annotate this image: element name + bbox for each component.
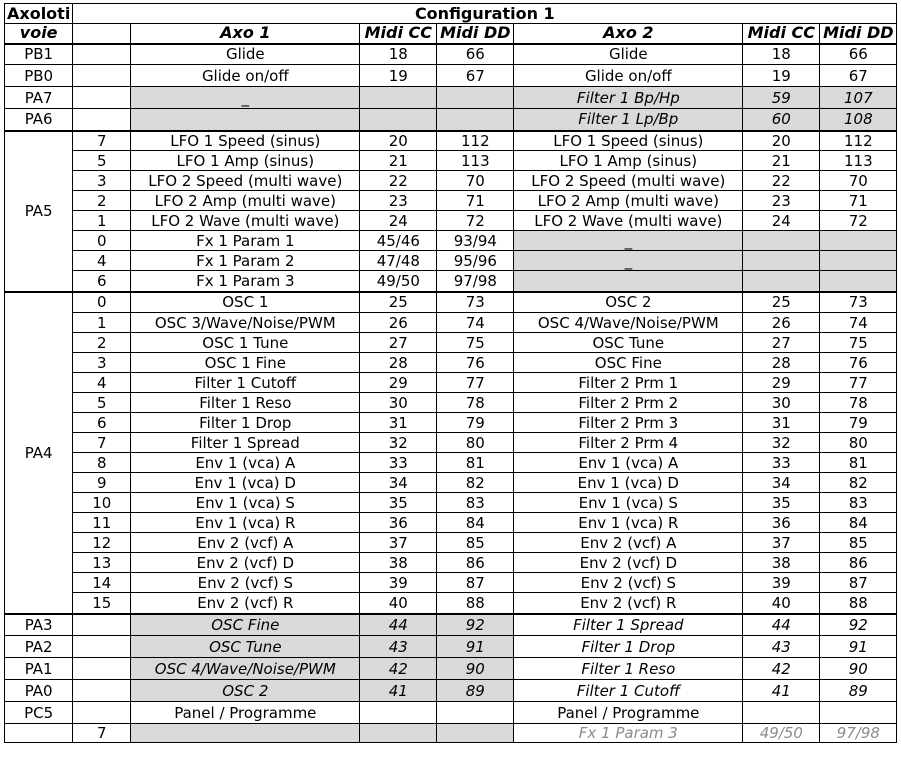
table-row xyxy=(5,191,897,211)
axo1-midi-cc-cell: 22 xyxy=(360,171,437,191)
table-row xyxy=(5,373,897,393)
axo2-midi-dd-cell: 74 xyxy=(820,313,897,333)
voie-number-cell xyxy=(73,614,131,636)
voie-number-cell: 8 xyxy=(73,453,131,473)
axo1-midi-dd-cell: 77 xyxy=(437,373,514,393)
axo1-param-cell: Panel / Programme xyxy=(131,702,360,724)
voie-number-cell: 2 xyxy=(73,333,131,353)
axo2-midi-cc-cell: 60 xyxy=(743,109,820,131)
voie-number-cell xyxy=(73,680,131,702)
axo2-param-cell: Filter 2 Prm 2 xyxy=(514,393,743,413)
voie-number-cell: 0 xyxy=(73,231,131,251)
axo1-midi-dd-cell: 83 xyxy=(437,493,514,513)
axo1-midi-cc-cell: 41 xyxy=(360,680,437,702)
table-row xyxy=(5,724,897,743)
pin-cell: PA5 xyxy=(5,131,73,292)
axo2-param-cell: Filter 2 Prm 1 xyxy=(514,373,743,393)
axo1-midi-dd-cell: 66 xyxy=(437,44,514,65)
axo1-param-cell: LFO 2 Speed (multi wave) xyxy=(131,171,360,191)
axo1-param-cell: OSC 1 Tune xyxy=(131,333,360,353)
axo1-midi-dd-cell: 95/96 xyxy=(437,251,514,271)
voie-number-cell xyxy=(73,87,131,109)
table-row xyxy=(5,65,897,87)
voie-number-cell: 6 xyxy=(73,413,131,433)
table-row xyxy=(5,171,897,191)
axo1-midi-dd-cell: 81 xyxy=(437,453,514,473)
axo1-midi-cc-cell xyxy=(360,109,437,131)
axo2-midi-dd-cell: 91 xyxy=(820,636,897,658)
axo2-midi-cc-cell: 26 xyxy=(743,313,820,333)
axo2-midi-cc-header: Midi CC xyxy=(743,24,820,44)
axo1-midi-dd-cell: 88 xyxy=(437,593,514,614)
voie-number-cell: 13 xyxy=(73,553,131,573)
voie-number-cell: 4 xyxy=(73,251,131,271)
axo2-midi-cc-cell: 32 xyxy=(743,433,820,453)
axo2-param-cell: Filter 1 Drop xyxy=(514,636,743,658)
axo2-midi-cc-cell: 37 xyxy=(743,533,820,553)
table-row xyxy=(5,87,897,109)
pin-cell: PC5 xyxy=(5,702,73,724)
voie-number-cell: 11 xyxy=(73,513,131,533)
axo1-midi-cc-cell: 39 xyxy=(360,573,437,593)
axo1-midi-dd-cell: 75 xyxy=(437,333,514,353)
pin-cell: PA0 xyxy=(5,680,73,702)
voie-number-cell xyxy=(73,65,131,87)
axo1-param-cell: OSC 3/Wave/Noise/PWM xyxy=(131,313,360,333)
axo1-midi-cc-cell: 43 xyxy=(360,636,437,658)
axo1-param-cell: OSC 1 xyxy=(131,292,360,313)
voie-header: voie xyxy=(5,24,73,44)
axo2-midi-dd-cell: 86 xyxy=(820,553,897,573)
axo1-param-cell: Env 1 (vca) S xyxy=(131,493,360,513)
axo1-midi-dd-cell: 87 xyxy=(437,573,514,593)
axo1-param-cell: OSC 1 Fine xyxy=(131,353,360,373)
axo1-midi-cc-cell: 40 xyxy=(360,593,437,614)
axo2-param-cell: Env 2 (vcf) A xyxy=(514,533,743,553)
axo2-midi-dd-cell: 81 xyxy=(820,453,897,473)
axo2-midi-cc-cell: 30 xyxy=(743,393,820,413)
axo1-param-cell: OSC 2 xyxy=(131,680,360,702)
axo1-midi-dd-cell: 84 xyxy=(437,513,514,533)
axo1-param-cell: Env 2 (vcf) S xyxy=(131,573,360,593)
axo2-param-cell: OSC Fine xyxy=(514,353,743,373)
voie-number-cell: 12 xyxy=(73,533,131,553)
axo1-param-cell: Env 2 (vcf) D xyxy=(131,553,360,573)
axo2-param-cell: Env 1 (vca) D xyxy=(514,473,743,493)
axo2-midi-dd-cell: 107 xyxy=(820,87,897,109)
axo2-header: Axo 2 xyxy=(514,24,743,44)
voie-number-cell: 1 xyxy=(73,313,131,333)
axo2-midi-cc-cell: 42 xyxy=(743,658,820,680)
axo1-midi-cc-cell xyxy=(360,702,437,724)
axo1-midi-dd-cell: 89 xyxy=(437,680,514,702)
axo1-midi-cc-cell: 31 xyxy=(360,413,437,433)
axo2-midi-dd-cell: 67 xyxy=(820,65,897,87)
axo1-midi-cc-cell: 29 xyxy=(360,373,437,393)
axo1-param-cell: LFO 1 Speed (sinus) xyxy=(131,131,360,151)
voie-number-cell: 9 xyxy=(73,473,131,493)
table-row xyxy=(5,353,897,373)
axo2-midi-cc-cell: 21 xyxy=(743,151,820,171)
axoloti-header: Axoloti xyxy=(5,4,73,24)
voie-number-cell xyxy=(73,702,131,724)
axo1-midi-dd-cell xyxy=(437,724,514,743)
axo1-midi-cc-cell: 35 xyxy=(360,493,437,513)
axo2-midi-dd-cell: 72 xyxy=(820,211,897,231)
axo1-midi-cc-cell: 19 xyxy=(360,65,437,87)
axo1-midi-cc-cell: 42 xyxy=(360,658,437,680)
axo1-midi-cc-cell: 30 xyxy=(360,393,437,413)
table-row xyxy=(5,292,897,313)
table-row xyxy=(5,658,897,680)
axo2-midi-cc-cell: 40 xyxy=(743,593,820,614)
empty-header-cell xyxy=(73,24,131,44)
axo2-param-cell: Env 1 (vca) A xyxy=(514,453,743,473)
table-row xyxy=(5,573,897,593)
axo2-param-cell: LFO 1 Speed (sinus) xyxy=(514,131,743,151)
table-row xyxy=(5,493,897,513)
axo2-param-cell: OSC 2 xyxy=(514,292,743,313)
voie-number-cell: 2 xyxy=(73,191,131,211)
axo2-param-cell: _ xyxy=(514,251,743,271)
axo2-midi-dd-cell xyxy=(820,271,897,292)
axo1-midi-dd-cell: 76 xyxy=(437,353,514,373)
axo1-param-cell: Filter 1 Cutoff xyxy=(131,373,360,393)
axo2-midi-dd-cell: 88 xyxy=(820,593,897,614)
axo1-midi-dd-cell: 80 xyxy=(437,433,514,453)
axo2-param-cell: Filter 1 Bp/Hp xyxy=(514,87,743,109)
axo1-midi-dd-cell: 85 xyxy=(437,533,514,553)
axo1-param-cell: Env 1 (vca) A xyxy=(131,453,360,473)
table-row xyxy=(5,593,897,614)
axo2-midi-dd-cell: 83 xyxy=(820,493,897,513)
axo1-param-cell: Fx 1 Param 2 xyxy=(131,251,360,271)
axo1-midi-cc-cell: 23 xyxy=(360,191,437,211)
axo1-midi-dd-cell xyxy=(437,702,514,724)
table-row xyxy=(5,211,897,231)
axo2-midi-dd-cell: 89 xyxy=(820,680,897,702)
axo2-param-cell: LFO 2 Amp (multi wave) xyxy=(514,191,743,211)
pin-cell: PA6 xyxy=(5,109,73,131)
axo2-midi-cc-cell: 41 xyxy=(743,680,820,702)
table-row xyxy=(5,636,897,658)
table-row xyxy=(5,453,897,473)
axo2-midi-dd-cell: 82 xyxy=(820,473,897,493)
voie-number-cell: 7 xyxy=(73,724,131,743)
axo1-param-cell xyxy=(131,109,360,131)
axo1-midi-dd-cell xyxy=(437,109,514,131)
axo2-midi-cc-cell: 25 xyxy=(743,292,820,313)
axo1-midi-cc-cell: 34 xyxy=(360,473,437,493)
table-row xyxy=(5,333,897,353)
axo1-param-cell xyxy=(131,724,360,743)
axo2-param-cell: Env 2 (vcf) D xyxy=(514,553,743,573)
axo1-param-cell: Glide xyxy=(131,44,360,65)
axo2-param-cell: Env 1 (vca) R xyxy=(514,513,743,533)
axo1-midi-dd-cell: 82 xyxy=(437,473,514,493)
pin-cell: PA4 xyxy=(5,292,73,614)
pin-cell: PB1 xyxy=(5,44,73,65)
table-row xyxy=(5,433,897,453)
axo1-param-cell: Env 1 (vca) D xyxy=(131,473,360,493)
axo2-param-cell: Glide on/off xyxy=(514,65,743,87)
axo1-param-cell: Env 1 (vca) R xyxy=(131,513,360,533)
axo2-midi-cc-cell: 23 xyxy=(743,191,820,211)
axo2-midi-dd-cell: 70 xyxy=(820,171,897,191)
axo2-midi-cc-cell: 38 xyxy=(743,553,820,573)
table-row xyxy=(5,109,897,131)
voie-number-cell xyxy=(73,636,131,658)
axo1-midi-cc-cell: 26 xyxy=(360,313,437,333)
axo2-midi-dd-header: Midi DD xyxy=(820,24,897,44)
axo2-midi-dd-cell: 79 xyxy=(820,413,897,433)
axo1-midi-cc-cell: 47/48 xyxy=(360,251,437,271)
table-row xyxy=(5,473,897,493)
voie-number-cell: 6 xyxy=(73,271,131,292)
axo1-param-cell: Fx 1 Param 3 xyxy=(131,271,360,292)
table-row xyxy=(5,131,897,151)
axo1-midi-dd-cell: 74 xyxy=(437,313,514,333)
axo1-midi-dd-cell xyxy=(437,87,514,109)
pin-cell: PA2 xyxy=(5,636,73,658)
voie-number-cell: 1 xyxy=(73,211,131,231)
axo1-param-cell: OSC Tune xyxy=(131,636,360,658)
pin-cell xyxy=(5,724,73,743)
axo2-midi-dd-cell xyxy=(820,702,897,724)
axo2-midi-dd-cell: 77 xyxy=(820,373,897,393)
axo1-midi-dd-cell: 113 xyxy=(437,151,514,171)
axo1-param-cell: Env 2 (vcf) R xyxy=(131,593,360,614)
axo1-midi-cc-cell xyxy=(360,724,437,743)
axo2-param-cell: Filter 1 Cutoff xyxy=(514,680,743,702)
voie-number-cell xyxy=(73,44,131,65)
table-row xyxy=(5,702,897,724)
axo2-midi-cc-cell: 34 xyxy=(743,473,820,493)
voie-number-cell xyxy=(73,109,131,131)
axo2-midi-cc-cell: 27 xyxy=(743,333,820,353)
axo1-midi-dd-cell: 86 xyxy=(437,553,514,573)
axo2-midi-dd-cell: 97/98 xyxy=(820,724,897,743)
axo2-midi-dd-cell: 66 xyxy=(820,44,897,65)
voie-number-cell: 3 xyxy=(73,353,131,373)
axo1-midi-cc-cell: 18 xyxy=(360,44,437,65)
axo1-midi-cc-cell: 32 xyxy=(360,433,437,453)
axo2-param-cell: Panel / Programme xyxy=(514,702,743,724)
axo1-midi-cc-header: Midi CC xyxy=(360,24,437,44)
axo1-midi-dd-cell: 97/98 xyxy=(437,271,514,292)
table-row xyxy=(5,313,897,333)
axo2-midi-cc-cell xyxy=(743,231,820,251)
axo1-midi-dd-cell: 70 xyxy=(437,171,514,191)
axo2-midi-dd-cell: 92 xyxy=(820,614,897,636)
axo1-midi-cc-cell: 49/50 xyxy=(360,271,437,292)
axo2-param-cell: LFO 1 Amp (sinus) xyxy=(514,151,743,171)
axo1-param-cell: Fx 1 Param 1 xyxy=(131,231,360,251)
voie-number-cell: 3 xyxy=(73,171,131,191)
axo2-param-cell xyxy=(514,271,743,292)
axo2-midi-cc-cell: 28 xyxy=(743,353,820,373)
axo2-param-cell: Filter 2 Prm 4 xyxy=(514,433,743,453)
axo1-midi-dd-cell: 91 xyxy=(437,636,514,658)
config-spreadsheet xyxy=(4,3,897,743)
axo2-midi-cc-cell xyxy=(743,271,820,292)
axo1-midi-cc-cell: 28 xyxy=(360,353,437,373)
table-row xyxy=(5,271,897,292)
axo1-midi-cc-cell: 21 xyxy=(360,151,437,171)
axo1-midi-dd-cell: 71 xyxy=(437,191,514,211)
table-row xyxy=(5,553,897,573)
axo1-midi-cc-cell: 45/46 xyxy=(360,231,437,251)
axo2-midi-cc-cell: 33 xyxy=(743,453,820,473)
axo2-midi-cc-cell: 44 xyxy=(743,614,820,636)
axo2-midi-cc-cell: 39 xyxy=(743,573,820,593)
axo2-midi-cc-cell xyxy=(743,251,820,271)
axo2-midi-dd-cell: 108 xyxy=(820,109,897,131)
axo2-param-cell: Fx 1 Param 3 xyxy=(514,724,743,743)
axo1-midi-cc-cell: 37 xyxy=(360,533,437,553)
axo2-midi-cc-cell: 59 xyxy=(743,87,820,109)
axo2-param-cell: LFO 2 Wave (multi wave) xyxy=(514,211,743,231)
axo1-param-cell: Filter 1 Drop xyxy=(131,413,360,433)
table-row xyxy=(5,251,897,271)
axo1-midi-cc-cell: 25 xyxy=(360,292,437,313)
axo2-midi-cc-cell xyxy=(743,702,820,724)
axo2-midi-dd-cell: 112 xyxy=(820,131,897,151)
axo2-param-cell: Filter 1 Reso xyxy=(514,658,743,680)
axo2-param-cell: Filter 1 Spread xyxy=(514,614,743,636)
axo1-param-cell: Env 2 (vcf) A xyxy=(131,533,360,553)
axo1-midi-dd-cell: 79 xyxy=(437,413,514,433)
axo1-midi-dd-cell: 78 xyxy=(437,393,514,413)
axo2-param-cell: Glide xyxy=(514,44,743,65)
axo2-midi-cc-cell: 20 xyxy=(743,131,820,151)
axo2-midi-dd-cell: 85 xyxy=(820,533,897,553)
axo2-midi-dd-cell: 76 xyxy=(820,353,897,373)
table-row xyxy=(5,44,897,65)
axo1-midi-cc-cell: 24 xyxy=(360,211,437,231)
axo2-midi-dd-cell: 113 xyxy=(820,151,897,171)
axo2-midi-cc-cell: 29 xyxy=(743,373,820,393)
configuration-header: Configuration 1 xyxy=(73,4,897,24)
axo2-midi-cc-cell: 19 xyxy=(743,65,820,87)
table-row xyxy=(5,151,897,171)
axo1-midi-dd-cell: 67 xyxy=(437,65,514,87)
axo2-midi-dd-cell: 71 xyxy=(820,191,897,211)
axo2-param-cell: Env 2 (vcf) S xyxy=(514,573,743,593)
axo2-midi-dd-cell: 80 xyxy=(820,433,897,453)
axo2-midi-dd-cell: 73 xyxy=(820,292,897,313)
axo2-midi-dd-cell xyxy=(820,251,897,271)
voie-number-cell xyxy=(73,658,131,680)
voie-number-cell: 10 xyxy=(73,493,131,513)
axo2-midi-dd-cell xyxy=(820,231,897,251)
table-row xyxy=(5,680,897,702)
axo2-param-cell: Filter 2 Prm 3 xyxy=(514,413,743,433)
axo1-param-cell: _ xyxy=(131,87,360,109)
axo1-midi-cc-cell xyxy=(360,87,437,109)
axo1-param-cell: LFO 1 Amp (sinus) xyxy=(131,151,360,171)
voie-number-cell: 0 xyxy=(73,292,131,313)
axo2-midi-dd-cell: 78 xyxy=(820,393,897,413)
axo2-midi-cc-cell: 36 xyxy=(743,513,820,533)
voie-number-cell: 5 xyxy=(73,151,131,171)
axo2-param-cell: LFO 2 Speed (multi wave) xyxy=(514,171,743,191)
axo1-midi-cc-cell: 44 xyxy=(360,614,437,636)
axo2-param-cell: Env 1 (vca) S xyxy=(514,493,743,513)
axo1-midi-dd-cell: 92 xyxy=(437,614,514,636)
voie-number-cell: 14 xyxy=(73,573,131,593)
axo1-midi-cc-cell: 20 xyxy=(360,131,437,151)
axo1-midi-dd-cell: 90 xyxy=(437,658,514,680)
axo1-midi-cc-cell: 33 xyxy=(360,453,437,473)
axo1-midi-cc-cell: 27 xyxy=(360,333,437,353)
axo1-midi-cc-cell: 36 xyxy=(360,513,437,533)
voie-number-cell: 15 xyxy=(73,593,131,614)
voie-number-cell: 4 xyxy=(73,373,131,393)
axo2-param-cell: Filter 1 Lp/Bp xyxy=(514,109,743,131)
axo1-midi-dd-header: Midi DD xyxy=(437,24,514,44)
axo1-midi-dd-cell: 73 xyxy=(437,292,514,313)
axo2-midi-cc-cell: 22 xyxy=(743,171,820,191)
axo1-param-cell: Glide on/off xyxy=(131,65,360,87)
axo2-param-cell: OSC 4/Wave/Noise/PWM xyxy=(514,313,743,333)
axo1-header: Axo 1 xyxy=(131,24,360,44)
axo1-param-cell: OSC Fine xyxy=(131,614,360,636)
pin-cell: PA1 xyxy=(5,658,73,680)
axo2-midi-cc-cell: 18 xyxy=(743,44,820,65)
pin-cell: PA3 xyxy=(5,614,73,636)
axo2-param-cell: OSC Tune xyxy=(514,333,743,353)
axo2-midi-cc-cell: 43 xyxy=(743,636,820,658)
axo2-param-cell: _ xyxy=(514,231,743,251)
table-row xyxy=(5,533,897,553)
axo1-midi-dd-cell: 72 xyxy=(437,211,514,231)
table-row xyxy=(5,614,897,636)
axo1-midi-cc-cell: 38 xyxy=(360,553,437,573)
axo2-midi-cc-cell: 24 xyxy=(743,211,820,231)
table-row xyxy=(5,413,897,433)
axo1-param-cell: Filter 1 Spread xyxy=(131,433,360,453)
axo1-param-cell: LFO 2 Amp (multi wave) xyxy=(131,191,360,211)
voie-number-cell: 5 xyxy=(73,393,131,413)
pin-cell: PB0 xyxy=(5,65,73,87)
axo1-midi-dd-cell: 93/94 xyxy=(437,231,514,251)
axo2-midi-dd-cell: 87 xyxy=(820,573,897,593)
axo1-midi-dd-cell: 112 xyxy=(437,131,514,151)
axo2-midi-dd-cell: 84 xyxy=(820,513,897,533)
voie-number-cell: 7 xyxy=(73,131,131,151)
axo2-midi-dd-cell: 75 xyxy=(820,333,897,353)
axo1-param-cell: LFO 2 Wave (multi wave) xyxy=(131,211,360,231)
axo2-midi-dd-cell: 90 xyxy=(820,658,897,680)
voie-number-cell: 7 xyxy=(73,433,131,453)
axo2-param-cell: Env 2 (vcf) R xyxy=(514,593,743,614)
table-row xyxy=(5,513,897,533)
pin-cell: PA7 xyxy=(5,87,73,109)
axo2-midi-cc-cell: 35 xyxy=(743,493,820,513)
table-row xyxy=(5,393,897,413)
axo1-param-cell: Filter 1 Reso xyxy=(131,393,360,413)
axo1-param-cell: OSC 4/Wave/Noise/PWM xyxy=(131,658,360,680)
table-row xyxy=(5,231,897,251)
axo2-midi-cc-cell: 31 xyxy=(743,413,820,433)
axo2-midi-cc-cell: 49/50 xyxy=(743,724,820,743)
